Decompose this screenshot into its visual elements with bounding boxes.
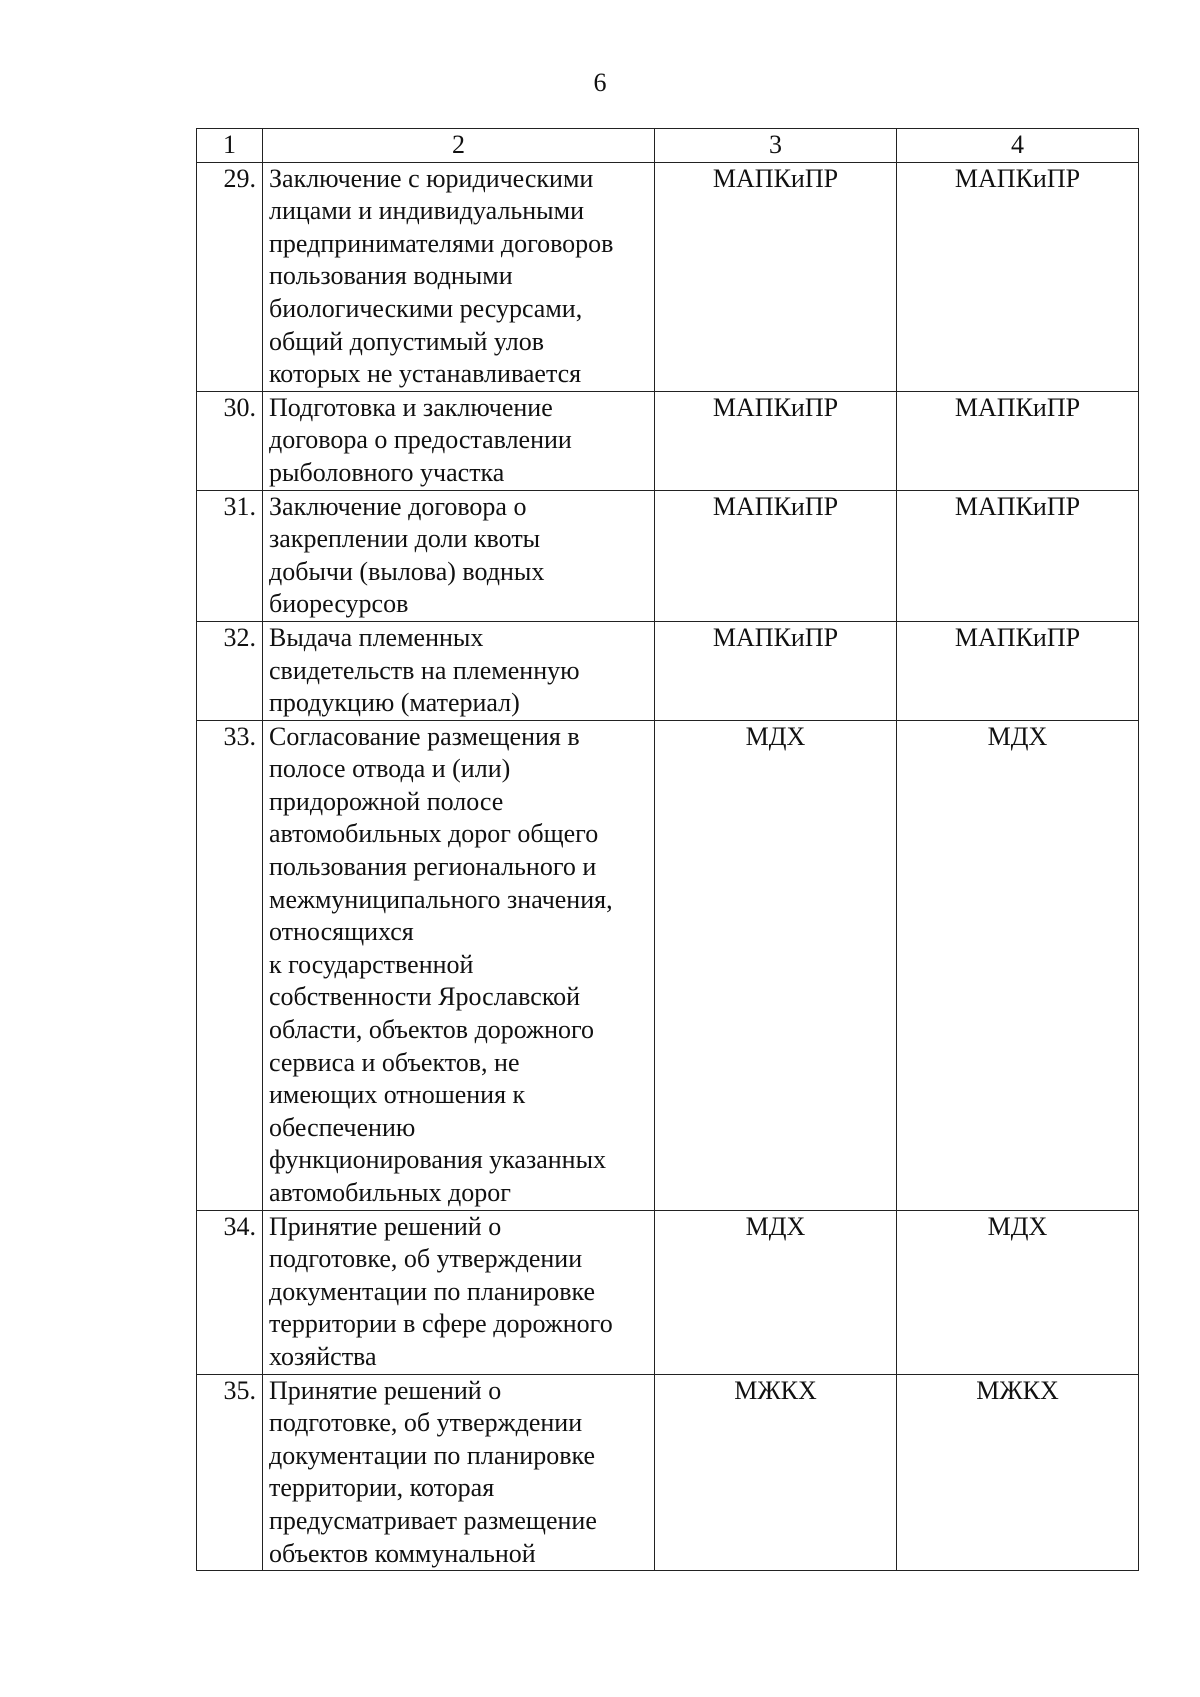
row-number-cell: 31. (197, 490, 263, 621)
description-line: автомобильных дорог общего (269, 819, 599, 849)
description-line: имеющих отношения к (269, 1080, 526, 1110)
description-line: Заключение с юридическими (269, 163, 594, 193)
column-3-cell: МДХ (655, 720, 897, 1210)
description-line: сервиса и объектов, не (269, 1047, 520, 1077)
row-number-cell: 33. (197, 720, 263, 1210)
document-table (196, 128, 1139, 1571)
description-line: договора о предоставлении (269, 425, 572, 455)
description-line: биологическими ресурсами, (269, 293, 583, 323)
column-4-cell: МАПКиПР (897, 490, 1139, 621)
description-line: предусматривает размещение (269, 1505, 597, 1535)
description-line: объектов коммунальной (269, 1538, 536, 1568)
row-description-cell (263, 1374, 655, 1571)
table-row (197, 720, 1139, 1210)
description-line: лицами и индивидуальными (269, 196, 585, 226)
column-4-cell: МАПКиПР (897, 621, 1139, 720)
table-row (197, 162, 1139, 391)
table-row (197, 621, 1139, 720)
column-4-cell: МАПКиПР (897, 162, 1139, 391)
row-description-cell (263, 720, 655, 1210)
column-3-cell: МДХ (655, 1210, 897, 1374)
description-line: добычи (вылова) водных (269, 556, 545, 586)
description-line: придорожной полосе (269, 786, 504, 816)
column-4-cell: МЖКХ (897, 1374, 1139, 1571)
description-line: области, объектов дорожного (269, 1015, 595, 1045)
description-line: автомобильных дорог (269, 1178, 511, 1207)
description-line: пользования регионального и (269, 852, 597, 882)
description-line: пользования водными (269, 261, 513, 291)
description-line: полосе отвода и (или) (269, 754, 511, 784)
table-row (197, 1210, 1139, 1374)
description-line: обеспечению (269, 1112, 416, 1142)
description-line: Принятие решений о (269, 1211, 502, 1241)
header-cell-4: 4 (897, 129, 1139, 163)
header-cell-3: 3 (655, 129, 897, 163)
table-header-row (197, 129, 1139, 163)
description-line: хозяйства (269, 1341, 377, 1371)
description-line: Подготовка и заключение (269, 392, 553, 422)
description-line: Согласование размещения в (269, 721, 580, 751)
description-line: территории в сфере дорожного (269, 1309, 613, 1339)
description-line: свидетельств на племенную (269, 655, 580, 685)
row-number-cell: 32. (197, 621, 263, 720)
column-3-cell: МАПКиПР (655, 490, 897, 621)
table-row (197, 1374, 1139, 1571)
row-number-cell: 30. (197, 391, 263, 490)
description-line: Заключение договора о (269, 491, 527, 521)
description-line: к государственной (269, 949, 474, 979)
description-line: Принятие решений о (269, 1375, 502, 1405)
description-line: подготовке, об утверждении (269, 1244, 583, 1274)
description-line: закреплении доли квоты (269, 524, 541, 554)
column-3-cell: МАПКиПР (655, 621, 897, 720)
table-body (197, 129, 1139, 1571)
row-number-cell: 35. (197, 1374, 263, 1571)
description-line: функционирования указанных (269, 1145, 607, 1175)
description-line: продукцию (материал) (269, 688, 520, 718)
column-3-cell: МАПКиПР (655, 162, 897, 391)
table-row (197, 490, 1139, 621)
row-number-cell: 29. (197, 162, 263, 391)
row-description-cell (263, 490, 655, 621)
description-line: относящихся (269, 917, 414, 947)
description-line: документации по планировке (269, 1440, 595, 1470)
column-3-cell: МАПКиПР (655, 391, 897, 490)
description-line: документации по планировке (269, 1276, 595, 1306)
table-row (197, 391, 1139, 490)
row-description-cell (263, 621, 655, 720)
row-description-cell (263, 162, 655, 391)
column-4-cell: МАПКиПР (897, 391, 1139, 490)
description-line: Выдача племенных (269, 622, 484, 652)
description-line: собственности Ярославской (269, 982, 581, 1012)
column-3-cell: МЖКХ (655, 1374, 897, 1571)
description-line: общий допустимый улов (269, 326, 544, 356)
description-line: рыболовного участка (269, 457, 505, 487)
row-description-cell (263, 1210, 655, 1374)
column-4-cell: МДХ (897, 720, 1139, 1210)
row-number-cell: 34. (197, 1210, 263, 1374)
row-description-cell (263, 391, 655, 490)
header-cell-1: 1 (197, 129, 263, 163)
description-line: биоресурсов (269, 589, 409, 619)
description-line: межмуниципального значения, (269, 884, 613, 914)
header-cell-2: 2 (263, 129, 655, 163)
description-line: предпринимателями договоров (269, 228, 614, 258)
description-line: территории, которая (269, 1473, 495, 1503)
page-number: 6 (593, 68, 607, 97)
column-4-cell: МДХ (897, 1210, 1139, 1374)
description-line: подготовке, об утверждении (269, 1408, 583, 1438)
description-line: которых не устанавливается (269, 359, 582, 389)
